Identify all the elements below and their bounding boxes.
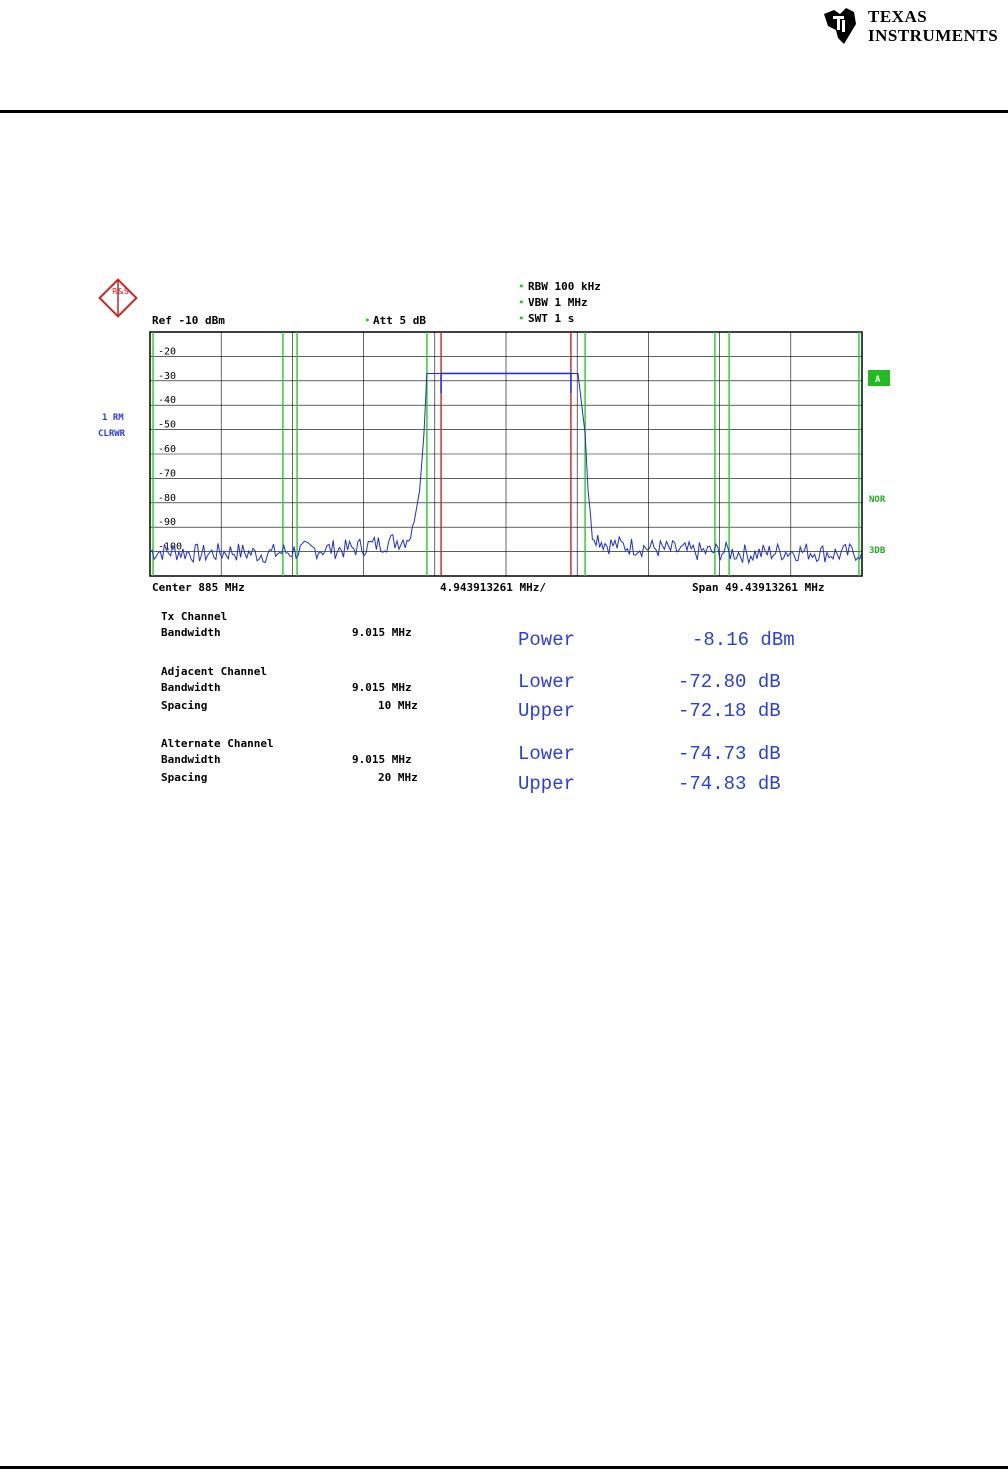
y-tick-label: -30 — [158, 370, 177, 382]
vbw-label: VBW 1 MHz — [528, 296, 588, 309]
alternate-bandwidth-label: Bandwidth — [161, 753, 221, 766]
y-tick-label: -20 — [158, 346, 177, 358]
swt-label: SWT 1 s — [528, 312, 575, 325]
alternate-lower-label: Lower — [518, 743, 576, 765]
center-label: Center 885 MHz — [152, 581, 245, 594]
alternate-spacing-label: Spacing — [161, 771, 208, 784]
alternate-channel-title: Alternate Channel — [161, 737, 274, 750]
footer-rule — [0, 1466, 1008, 1469]
ti-state-icon — [820, 4, 862, 46]
att-marker-icon: • — [364, 314, 371, 327]
y-tick-label: -70 — [158, 468, 177, 480]
ref-label: Ref -10 dBm — [152, 314, 225, 327]
y-tick-label: -80 — [158, 492, 177, 504]
alternate-bandwidth-value: 9.015 MHz — [352, 753, 412, 766]
rs-logo-text: R&S — [112, 287, 129, 296]
rbw-label: RBW 100 kHz — [528, 280, 601, 293]
trace-label-1: 1 RM — [102, 413, 124, 423]
y-tick-label: -100 — [158, 541, 183, 553]
adjacent-channel-title: Adjacent Channel — [161, 665, 267, 678]
alternate-upper-label: Upper — [518, 773, 576, 795]
header-rule — [0, 110, 1008, 113]
logo-line-1: TEXAS — [868, 7, 928, 26]
vbw-marker-icon: • — [518, 296, 525, 309]
trace-label-2: CLRWR — [98, 429, 126, 439]
span-label: Span 49.43913261 MHz — [692, 581, 825, 594]
texas-instruments-logo — [818, 2, 1008, 48]
y-tick-label: -50 — [158, 419, 177, 431]
side-3db-label: 3DB — [869, 546, 886, 556]
tx-bandwidth-label: Bandwidth — [161, 626, 221, 639]
tx-bandwidth-value: 9.015 MHz — [352, 626, 412, 639]
adjacent-spacing-value: 10 MHz — [378, 699, 418, 712]
adjacent-bandwidth-value: 9.015 MHz — [352, 681, 412, 694]
adjacent-lower-value: -72.80 dB — [678, 671, 781, 693]
adjacent-upper-label: Upper — [518, 700, 576, 722]
logo-line-2: INSTRUMENTS — [868, 26, 999, 45]
side-a-label: A — [875, 375, 881, 385]
rbw-marker-icon: • — [518, 280, 525, 293]
spectrum-plot — [90, 270, 910, 600]
rs-logo — [100, 280, 137, 317]
adjacent-spacing-label: Spacing — [161, 699, 208, 712]
adjacent-lower-label: Lower — [518, 671, 576, 693]
alternate-upper-value: -74.83 dB — [678, 773, 781, 795]
power-label: Power — [518, 629, 576, 651]
div-label: 4.943913261 MHz/ — [440, 581, 546, 594]
alternate-lower-value: -74.73 dB — [678, 743, 781, 765]
tx-channel-title: Tx Channel — [161, 610, 228, 623]
alternate-spacing-value: 20 MHz — [378, 771, 418, 784]
swt-marker-icon: • — [518, 312, 525, 325]
side-nor-label: NOR — [869, 495, 886, 505]
y-tick-label: -90 — [158, 517, 177, 529]
y-tick-label: -40 — [158, 395, 177, 407]
y-tick-label: -60 — [158, 444, 177, 455]
att-label: Att 5 dB — [373, 314, 426, 327]
adjacent-upper-value: -72.18 dB — [678, 700, 781, 722]
power-value: -8.16 dBm — [692, 629, 795, 651]
adjacent-bandwidth-label: Bandwidth — [161, 681, 221, 694]
